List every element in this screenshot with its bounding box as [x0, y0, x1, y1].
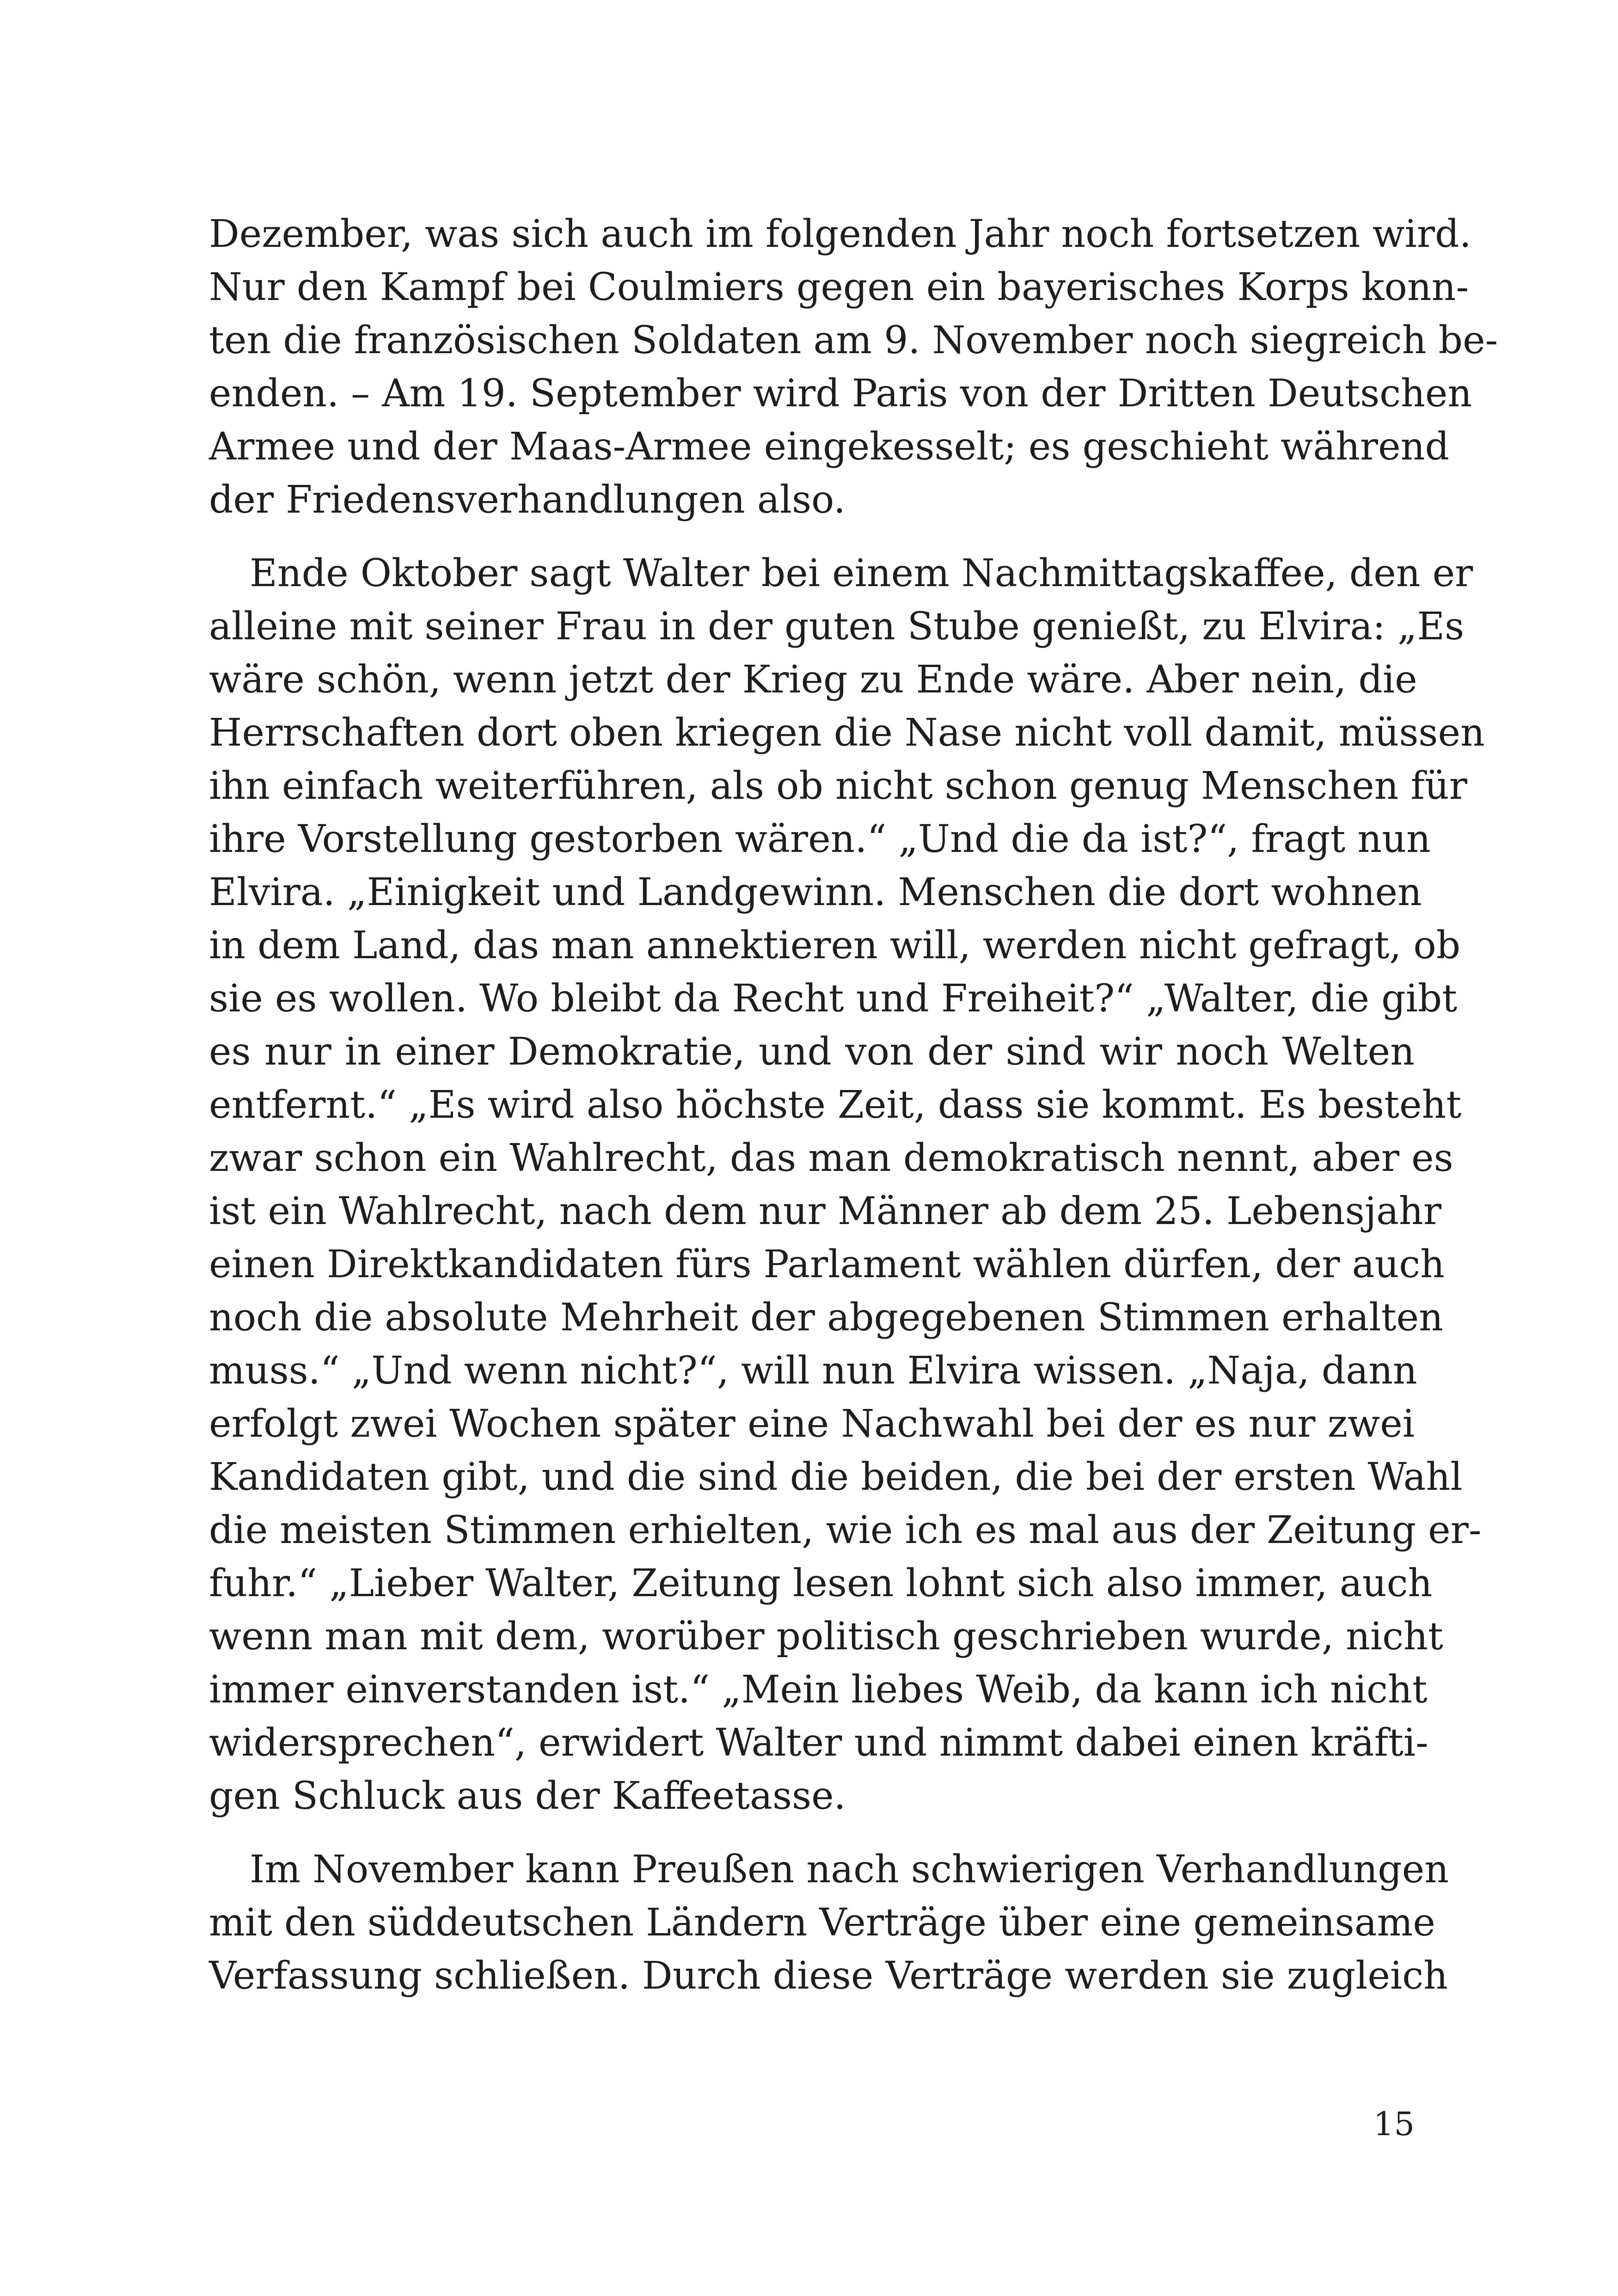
paragraph-1 — [209, 208, 1498, 527]
text-line: muss.“ „Und wenn nicht?“, will nun Elvira wissen. „Naja, dann — [209, 1349, 1417, 1393]
text-line: fuhr.“ „Lieber Walter, Zeitung lesen lohnt sich also immer, auch — [209, 1561, 1433, 1605]
text-line: ten die französischen Soldaten am 9. November noch siegreich be- — [209, 318, 1498, 362]
text-line: gen Schluck aus der Kaffeetasse. — [209, 1774, 846, 1818]
text-line: der Friedensverhandlungen also. — [209, 478, 846, 522]
text-line: alleine mit seiner Frau in der guten Stube genießt, zu Elvira: „Es — [209, 605, 1465, 649]
text-line: wenn man mit dem, worüber politisch geschrieben wurde, nicht — [209, 1615, 1443, 1659]
text-line: noch die absolute Mehrheit der abgegebenen Stimmen erhalten — [209, 1296, 1443, 1340]
text-line: zwar schon ein Wahlrecht, das man demokratisch nennt, aber es — [209, 1136, 1453, 1180]
paragraph-3 — [209, 1843, 1449, 2002]
text-line: Im November kann Preußen nach schwierigen Verhandlungen — [250, 1848, 1449, 1892]
text-line: die meisten Stimmen erhielten, wie ich es mal aus der Zeitung er- — [209, 1508, 1482, 1552]
text-line: Armee und der Maas-Armee eingekesselt; es geschieht während — [209, 425, 1449, 469]
text-line: widersprechen“, erwidert Walter und nimmt dabei einen kräfti- — [209, 1721, 1428, 1765]
text-line: Nur den Kampf bei Coulmiers gegen ein bayerisches Korps konn- — [209, 265, 1469, 309]
text-line: Dezember, was sich auch im folgenden Jahr noch fortsetzen wird. — [209, 212, 1471, 256]
text-line: Kandidaten gibt, und die sind die beiden, die bei der ersten Wahl — [209, 1455, 1463, 1499]
text-line: erfolgt zwei Wochen später eine Nachwahl bei der es nur zwei — [209, 1402, 1415, 1446]
text-line: einen Direktkandidaten fürs Parlament wählen dürfen, der auch — [209, 1243, 1445, 1286]
page-number: 15 — [1373, 2105, 1415, 2143]
text-line: Elvira. „Einigkeit und Landgewinn. Menschen die dort wohnen — [209, 870, 1422, 914]
text-line: entfernt.“ „Es wird also höchste Zeit, dass sie kommt. Es besteht — [209, 1083, 1462, 1127]
text-line: Herrschaften dort oben kriegen die Nase nicht voll damit, müssen — [209, 711, 1485, 755]
text-line: sie es wollen. Wo bleibt da Recht und Freiheit?“ „Walter, die gibt — [209, 977, 1458, 1021]
text-line: ist ein Wahlrecht, nach dem nur Männer ab dem 25. Lebensjahr — [209, 1189, 1442, 1233]
text-line: in dem Land, das man annektieren will, werden nicht gefragt, ob — [209, 924, 1461, 967]
text-line: immer einverstanden ist.“ „Mein liebes Weib, da kann ich nicht — [209, 1668, 1428, 1712]
paragraph-gap — [209, 1823, 1415, 1843]
body-text — [209, 208, 1498, 2002]
text-line: es nur in einer Demokratie, und von der sind wir noch Welten — [209, 1030, 1415, 1074]
text-line: wäre schön, wenn jetzt der Krieg zu Ende wäre. Aber nein, die — [209, 658, 1417, 702]
paragraph-2 — [209, 547, 1485, 1823]
paragraph-gap — [209, 527, 1415, 547]
text-line: ihre Vorstellung gestorben wären.“ „Und die da ist?“, fragt nun — [209, 817, 1431, 861]
text-line: Ende Oktober sagt Walter bei einem Nachmittagskaffee, den er — [250, 551, 1473, 595]
text-line: ihn einfach weiterführen, als ob nicht schon genug Menschen für — [209, 764, 1467, 808]
text-line: Verfassung schließen. Durch diese Verträge werden sie zugleich — [209, 1954, 1448, 1998]
text-line: enden. – Am 19. September wird Paris von der Dritten Deutschen — [209, 372, 1472, 416]
text-line: mit den süddeutschen Ländern Verträge über eine gemeinsame — [209, 1901, 1435, 1945]
